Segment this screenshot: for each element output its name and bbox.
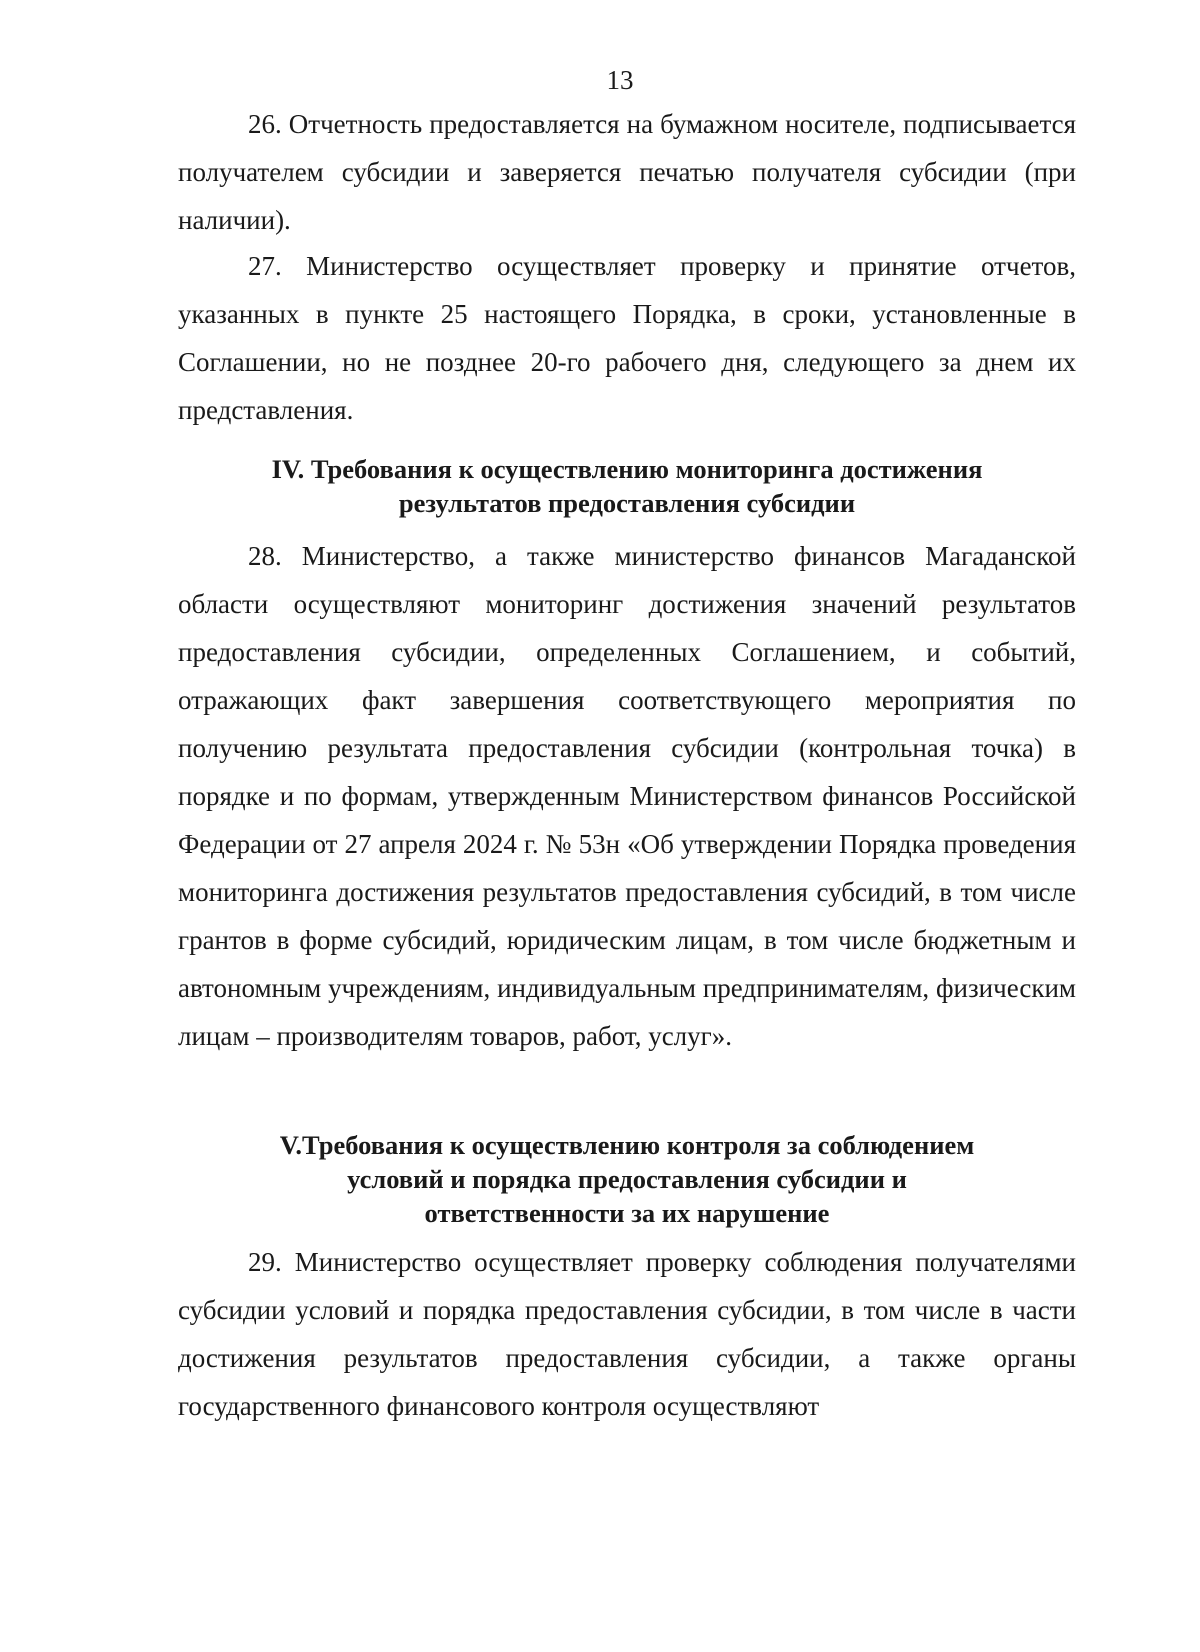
- section-iv-heading: [178, 452, 1076, 520]
- section-v-heading: [178, 1128, 1076, 1230]
- page-number: 13: [606, 65, 634, 95]
- paragraph-28: 28. Министерство, а также министерство финансов Магаданской области осуществляют мониторинг достижения значений результатов предоставления субсидии, определенных Соглашением, и событий, отражающих факт завершения соответствующего мероприятия по получению результата предоставления субсидии (контрольная точка) в порядке и по формам, утвержденным Министерством финансов Российской Федерации от 27 апреля 2024 г. № 53н «Об утверждении Порядка проведения мониторинга достижения результатов предоставления субсидий, в том числе грантов в форме субсидий, юридическим лицам, в том числе бюджетным и автономным учреждениям, индивидуальным предпринимателям, физическим лицам – производителям товаров, работ, услуг».: [178, 541, 1076, 1051]
- paragraph-27: 27. Министерство осуществляет проверку и принятие отчетов, указанных в пункте 25 настоящего Порядка, в сроки, установленные в Соглашении, но не позднее 20-го рабочего дня, следующего за днем их представления.: [178, 251, 1076, 425]
- section-v-heading-line-2: условий и порядка предоставления субсидии и: [347, 1164, 907, 1194]
- paragraph-29: 29. Министерство осуществляет проверку соблюдения получателями субсидии условий и порядка предоставления субсидии, в том числе в части достижения результатов предоставления субсидии, а также органы государственного финансового контроля осуществляют: [178, 1247, 1076, 1421]
- section-iv-heading-line-2: результатов предоставления субсидии: [398, 488, 856, 518]
- section-v-heading-line-1: V.Требования к осуществлению контроля за соблюдением: [279, 1130, 975, 1160]
- paragraph-26: 26. Отчетность предоставляется на бумажном носителе, подписывается получателем субсидии и заверяется печатью получателя субсидии (при наличии).: [178, 109, 1076, 235]
- section-iv-heading-line-1: IV. Требования к осуществлению мониторинга достижения: [271, 454, 983, 484]
- section-v-heading-line-3: ответственности за их нарушение: [424, 1198, 830, 1228]
